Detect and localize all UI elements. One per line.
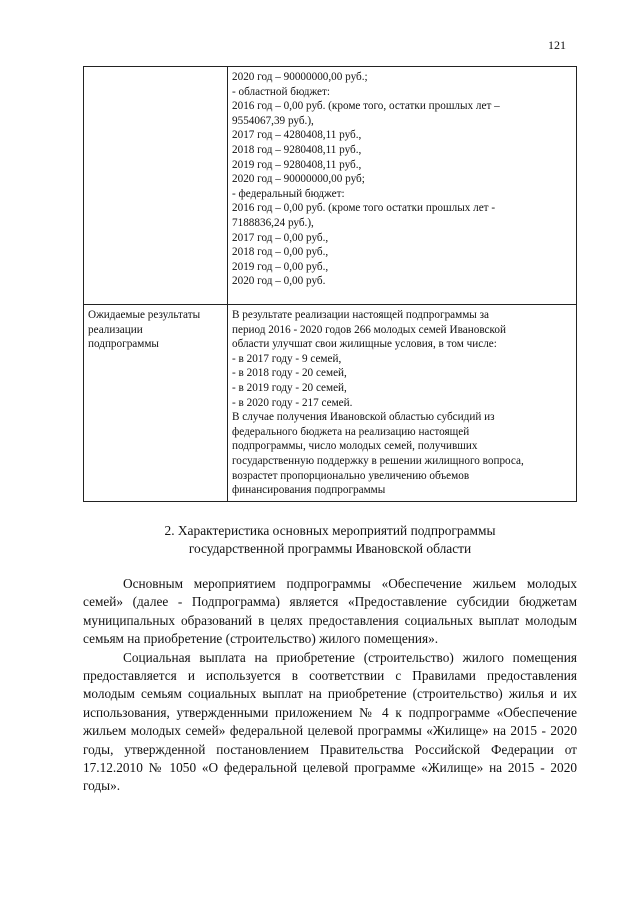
table-row: [84, 67, 577, 305]
funding-line: - областной бюджет:: [232, 85, 331, 98]
expected-results-label-cell: [84, 305, 228, 502]
funding-line: 7188836,24 руб.),: [232, 216, 314, 229]
funding-line: 2019 год – 0,00 руб.,: [232, 260, 329, 273]
results-line: - в 2017 году - 9 семей,: [232, 352, 342, 365]
results-line: В случае получения Ивановской областью субсидий из: [232, 411, 495, 424]
section-heading-line: 2. Характеристика основных мероприятий подпрограммы: [164, 523, 496, 538]
expected-results-label: реализации: [88, 323, 143, 336]
results-line: период 2016 - 2020 годов 266 молодых семей Ивановской: [232, 323, 506, 336]
section-heading: [110, 522, 550, 558]
funding-line: 2016 год – 0,00 руб. (кроме того, остатки прошлых лет –: [232, 100, 500, 113]
funding-line: 2020 год – 90000000,00 руб;: [232, 173, 365, 186]
table-label-cell: [84, 67, 228, 305]
results-line: - в 2019 году - 20 семей,: [232, 381, 347, 394]
paragraph: Социальная выплата на приобретение (строительство) жилого помещения предоставляется и используется в соответствии с Правилами предоставления молодым семьям социальных выплат на приобретение (строительство) жилья и их использования, утвержденными приложением № 4 к подпрограмме «Обеспечение жильем молодых семей» федеральной целевой программы «Жилище» на 2015 - 2020 годы, утвержденной постановлением Правительства Российской Федерации от 17.12.2010 № 1050 «О федеральной целевой программе «Жилище» на 2015 - 2020 годы».: [83, 649, 577, 794]
results-line: подпрограммы, число молодых семей, получивших: [232, 440, 478, 453]
expected-results-label: Ожидаемые результаты: [88, 309, 201, 321]
results-line: федерального бюджета на реализацию настоящей: [232, 425, 470, 438]
funding-line: 2020 год – 0,00 руб.: [232, 275, 326, 288]
funding-cell: [228, 67, 577, 305]
funding-line: 2019 год – 9280408,11 руб.,: [232, 158, 362, 171]
results-line: области улучшат свои жилищные условия, в том числе:: [232, 338, 497, 351]
results-line: государственную поддержку в решении жилищного вопроса,: [232, 454, 524, 467]
expected-results-cell: [228, 305, 577, 502]
funding-line: 2020 год – 90000000,00 руб.;: [232, 71, 368, 83]
page-number: 121: [548, 38, 566, 52]
funding-line: 9554067,39 руб.),: [232, 114, 314, 127]
body-text: [83, 575, 577, 796]
funding-line: - федеральный бюджет:: [232, 187, 345, 200]
funding-line: 2017 год – 0,00 руб.,: [232, 231, 329, 244]
paragraph: Основным мероприятием подпрограммы «Обеспечение жильем молодых семей» (далее - Подпрограмма) является «Предоставление субсидии бюджетам муниципальных образований в целях предоставления социальных выплат молодым семьям на приобретение (строительство) жилого помещения».: [83, 576, 577, 647]
results-line: возрастет пропорционально увеличению объемов: [232, 469, 470, 482]
funding-line: 2016 год – 0,00 руб. (кроме того остатки прошлых лет -: [232, 202, 496, 215]
results-line: В результате реализации настоящей подпрограммы за: [232, 309, 490, 321]
table-row: [84, 305, 577, 502]
results-line: финансирования подпрограммы: [232, 484, 386, 497]
funding-line: 2018 год – 9280408,11 руб.,: [232, 143, 362, 156]
funding-line: 2018 год – 0,00 руб.,: [232, 246, 329, 259]
results-line: - в 2018 году - 20 семей,: [232, 367, 347, 380]
results-line: - в 2020 году - 217 семей.: [232, 396, 353, 409]
program-info-table: [83, 66, 577, 502]
funding-line: 2017 год – 4280408,11 руб.,: [232, 129, 362, 142]
expected-results-label: подпрограммы: [88, 338, 159, 351]
section-heading-line: государственной программы Ивановской области: [188, 541, 472, 556]
